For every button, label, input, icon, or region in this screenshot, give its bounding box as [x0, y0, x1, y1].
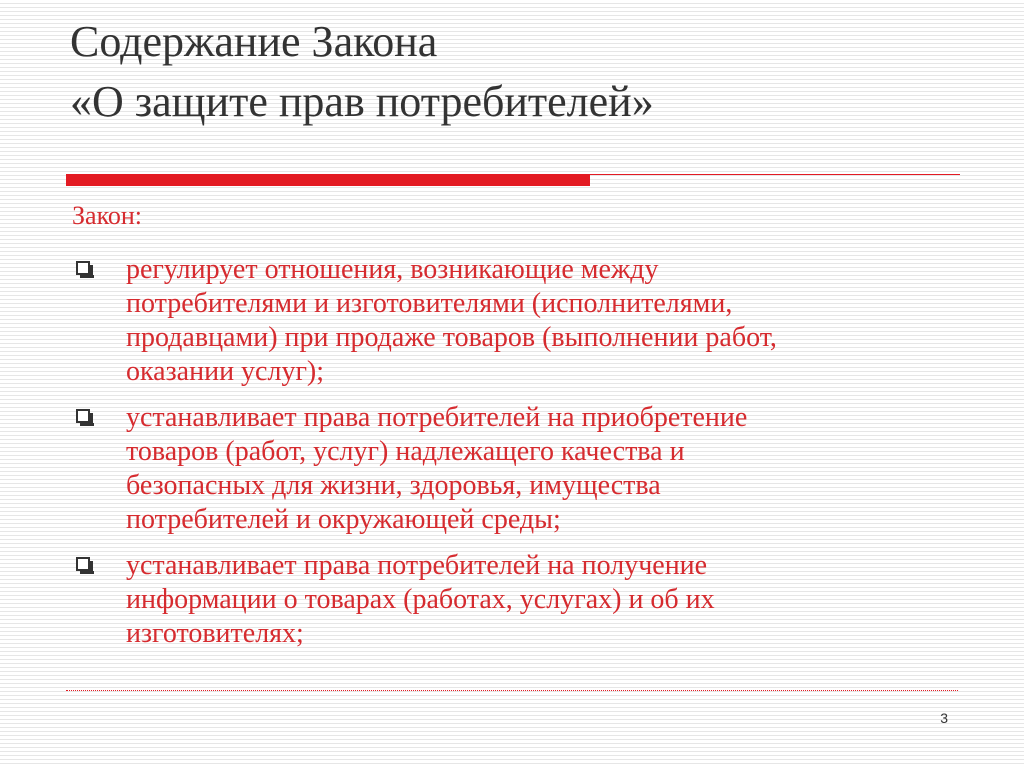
slide-title-line-1: Содержание Закона	[70, 17, 438, 66]
bullet-3-line-3: изготовителях;	[126, 618, 304, 649]
checkbox-shadow-icon	[76, 409, 90, 423]
bullet-2-line-2: товаров (работ, услуг) надлежащего качества и	[126, 436, 685, 467]
bullet-1-line-4: оказании услуг);	[126, 356, 325, 387]
bullet-2-line-1: устанавливает права потребителей на приобретение	[126, 402, 748, 433]
bullet-text-1	[126, 253, 962, 389]
bullet-item-1	[72, 253, 962, 389]
red-accent-bar	[66, 174, 590, 186]
page-number: 3	[940, 710, 948, 726]
bullet-text-3	[126, 549, 962, 651]
checkbox-shadow-icon	[76, 261, 90, 275]
thin-red-rule	[590, 174, 960, 175]
slide-title	[70, 12, 950, 132]
bullet-1-line-3: продавцами) при продаже товаров (выполнении работ,	[126, 322, 777, 353]
bullet-list	[72, 253, 962, 663]
bullet-1-line-1: регулирует отношения, возникающие между	[126, 254, 659, 285]
bottom-divider	[66, 690, 958, 691]
bullet-item-2	[72, 401, 962, 537]
bullet-3-line-2: информации о товарах (работах, услугах) и об их	[126, 584, 715, 615]
bullet-1-line-2: потребителями и изготовителями (исполнителями,	[126, 288, 733, 319]
bullet-3-line-1: устанавливает права потребителей на получение	[126, 550, 708, 581]
bullet-item-3	[72, 549, 962, 651]
bullet-2-line-4: потребителей и окружающей среды;	[126, 504, 561, 535]
slide-title-line-2: «О защите прав потребителей»	[70, 77, 654, 126]
checkbox-shadow-icon	[76, 557, 90, 571]
bullet-2-line-3: безопасных для жизни, здоровья, имущества	[126, 470, 661, 501]
intro-label: Закон:	[72, 201, 143, 230]
bullet-text-2	[126, 401, 962, 537]
